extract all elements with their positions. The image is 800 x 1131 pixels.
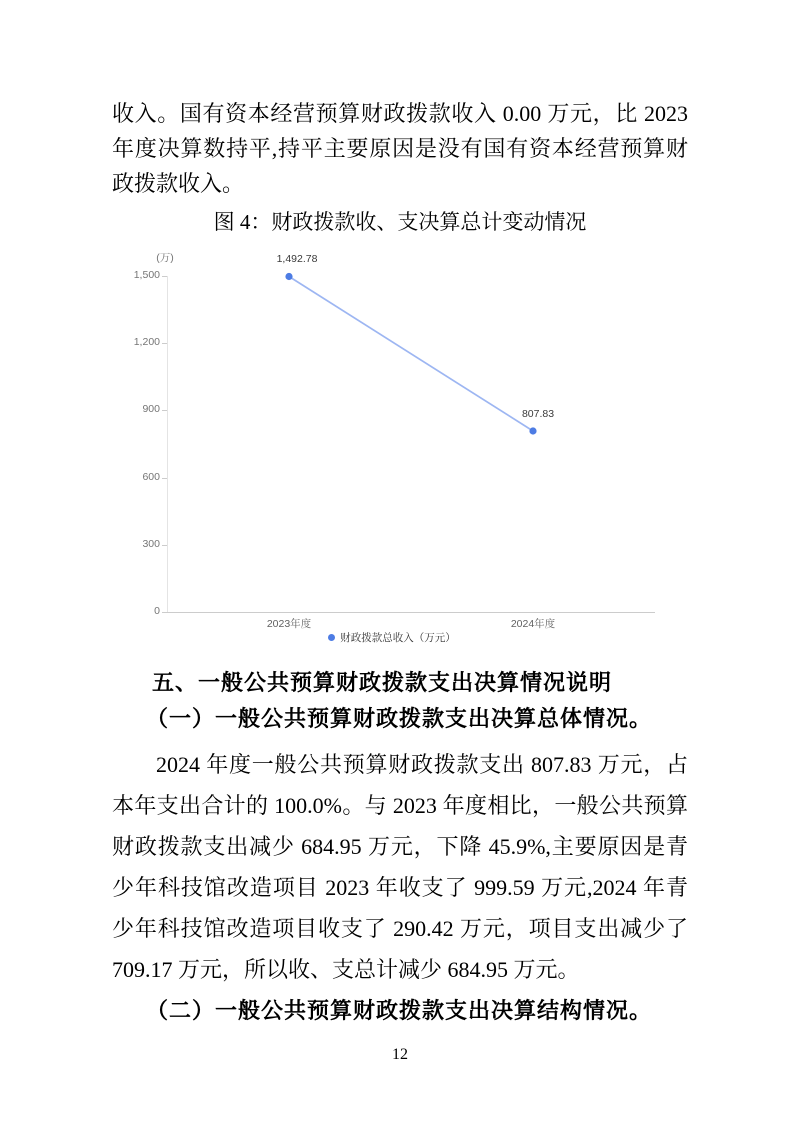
text-line: 收入。国有资本经营预算财政拨款收入 0.00 万元，比 2023 [112, 101, 688, 126]
y-axis-tick-label: 900 [142, 403, 160, 415]
chart-series-line [0, 245, 784, 650]
y-axis-tick-label: 300 [142, 538, 160, 550]
data-point-label-2024: 807.83 [521, 408, 555, 420]
text-line: 年度决算数持平,持平主要原因是没有国有资本经营预算财 [112, 136, 688, 161]
text-line: 政拨款收入。 [112, 171, 245, 196]
text-line: 本年支出合计的 100.0%。与 2023 年度相比，一般公共预算 [112, 793, 688, 818]
data-point-label-2023: 1,492.78 [276, 253, 318, 265]
x-axis-category-2023: 2023年度 [266, 618, 312, 630]
text-line: 2024 年度一般公共预算财政拨款支出 807.83 万元，占 [156, 752, 688, 777]
y-axis-tick-label: 1,200 [133, 336, 160, 348]
legend-dot-icon [328, 634, 335, 641]
paragraph-expenditure-overview [112, 744, 688, 990]
subsection-heading-1: （一）一般公共预算财政拨款支出决算总体情况。 [146, 706, 653, 731]
figure-4-line-chart [0, 245, 784, 650]
text-line: 财政拨款支出减少 684.95 万元，下降 45.9%,主要原因是青 [112, 834, 688, 859]
paragraph-state-capital-income [112, 96, 688, 201]
x-axis-category-2024: 2024年度 [510, 618, 556, 630]
subsection-heading-2: （二）一般公共预算财政拨款支出决算结构情况。 [146, 998, 653, 1023]
text-line: 少年科技馆改造项目 2023 年收支了 999.59 万元,2024 年青 [112, 875, 688, 900]
y-axis-tick-label: 1,500 [133, 269, 160, 281]
y-axis-tick-label: 600 [142, 471, 160, 483]
section-heading-5: 五、一般公共预算财政拨款支出决算情况说明 [152, 670, 613, 695]
text-line: 709.17 万元，所以收、支总计减少 684.95 万元。 [112, 957, 580, 982]
text-line: 少年科技馆改造项目收支了 290.42 万元，项目支出减少了 [112, 916, 688, 941]
y-axis-unit-label: (万) [156, 252, 174, 264]
figure-4-caption: 图 4：财政拨款收、支决算总计变动情况 [213, 210, 587, 234]
y-axis-tick-label: 0 [154, 605, 160, 617]
legend-series-label: 财政拨款总收入（万元） [340, 632, 456, 644]
chart-legend [0, 630, 784, 645]
page-number: 12 [392, 1046, 408, 1063]
